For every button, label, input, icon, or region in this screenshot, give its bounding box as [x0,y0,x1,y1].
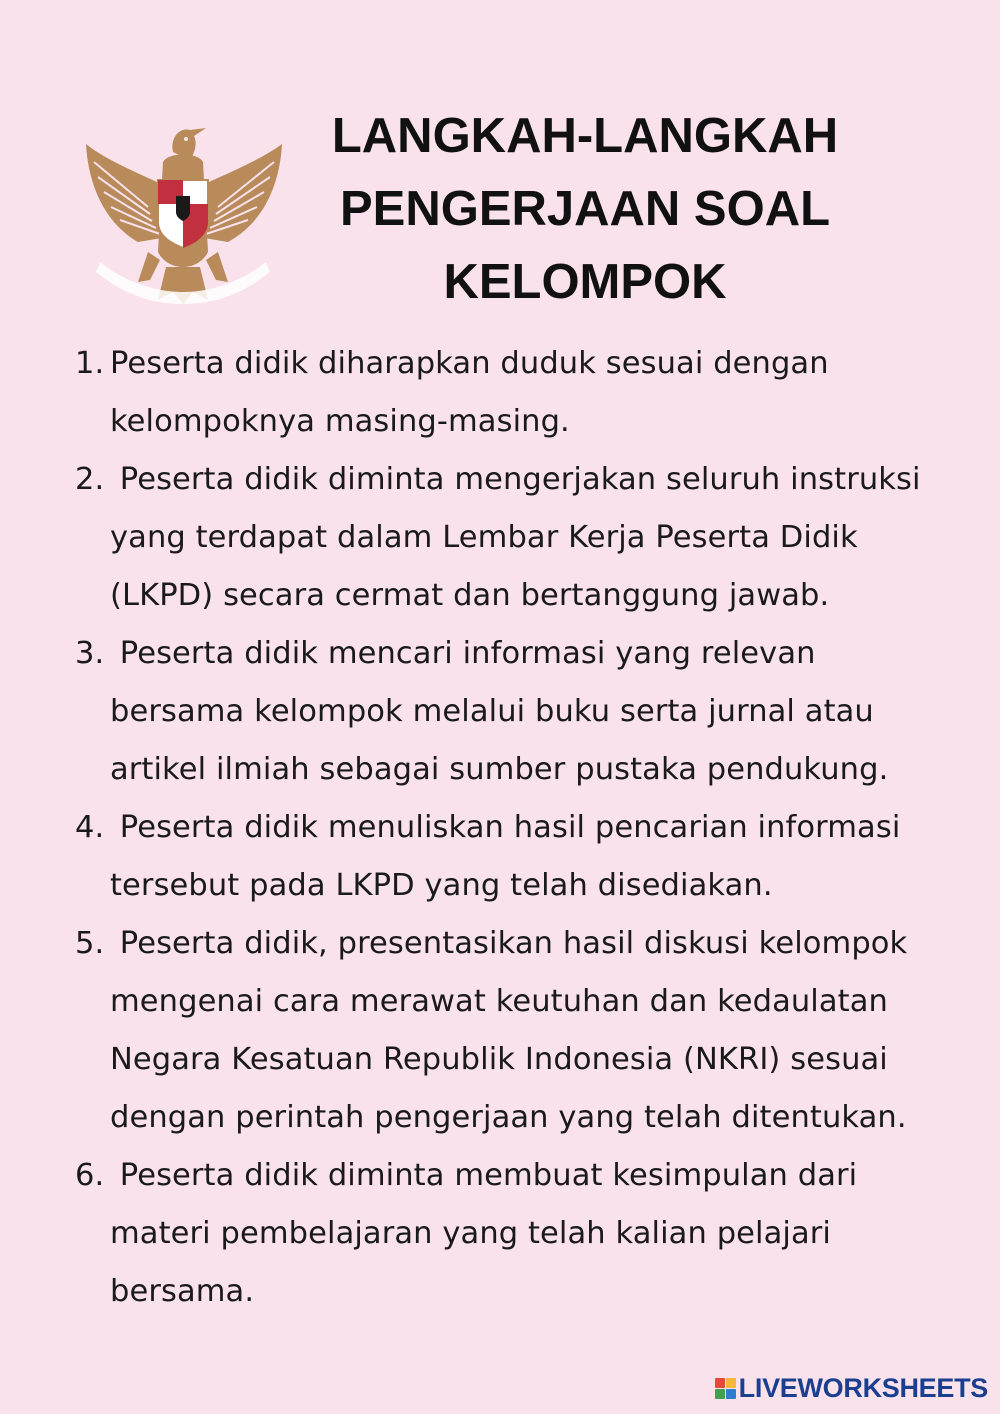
step-line: materi pembelajaran yang telah kalian pelajari [110,1216,831,1251]
steps-list [75,335,975,1321]
liveworksheets-logo[interactable] [715,1373,988,1404]
step-line: dengan perintah pengerjaan yang telah ditentukan. [110,1100,907,1135]
step-item-6 [75,1147,975,1321]
step-line: Peserta didik mencari informasi yang relevan [110,636,816,671]
step-line: bersama kelompok melalui buku serta jurnal atau [110,694,874,729]
title-line-1: LANGKAH-LANGKAH [331,109,839,163]
title-line-3: KELOMPOK [443,255,727,309]
step-line: kelompoknya masing-masing. [110,404,570,439]
garuda-pancasila-icon [78,122,288,312]
step-number: 4. [75,810,105,845]
brand-name: LIVEWORKSHEETS [738,1373,988,1403]
step-number: 1. [75,346,105,381]
step-item-2 [75,451,975,625]
page-title [290,100,880,319]
step-item-5 [75,915,975,1147]
step-line: tersebut pada LKPD yang telah disediakan. [110,868,773,903]
step-number: 5. [75,926,105,961]
step-number: 6. [75,1158,105,1193]
step-item-4 [75,799,975,915]
step-line: Peserta didik diharapkan duduk sesuai dengan [110,346,829,381]
logo-blocks-icon [715,1378,736,1399]
step-item-3 [75,625,975,799]
step-line: Negara Kesatuan Republik Indonesia (NKRI) sesuai [110,1042,888,1077]
title-line-2: PENGERJAAN SOAL [339,182,831,236]
step-number: 2. [75,462,105,497]
step-line: Peserta didik diminta mengerjakan seluruh instruksi [110,462,921,497]
step-line: Peserta didik menuliskan hasil pencarian informasi [110,810,901,845]
step-item-1 [75,335,975,451]
step-line: artikel ilmiah sebagai sumber pustaka pendukung. [110,752,889,787]
step-number: 3. [75,636,105,671]
step-line: mengenai cara merawat keutuhan dan kedaulatan [110,984,888,1019]
step-line: (LKPD) secara cermat dan bertanggung jawab. [110,578,830,613]
step-line: Peserta didik diminta membuat kesimpulan dari [110,1158,858,1193]
step-line: yang terdapat dalam Lembar Kerja Peserta Didik [110,520,858,555]
step-line: Peserta didik, presentasikan hasil diskusi kelompok [110,926,908,961]
step-line: bersama. [110,1274,255,1309]
